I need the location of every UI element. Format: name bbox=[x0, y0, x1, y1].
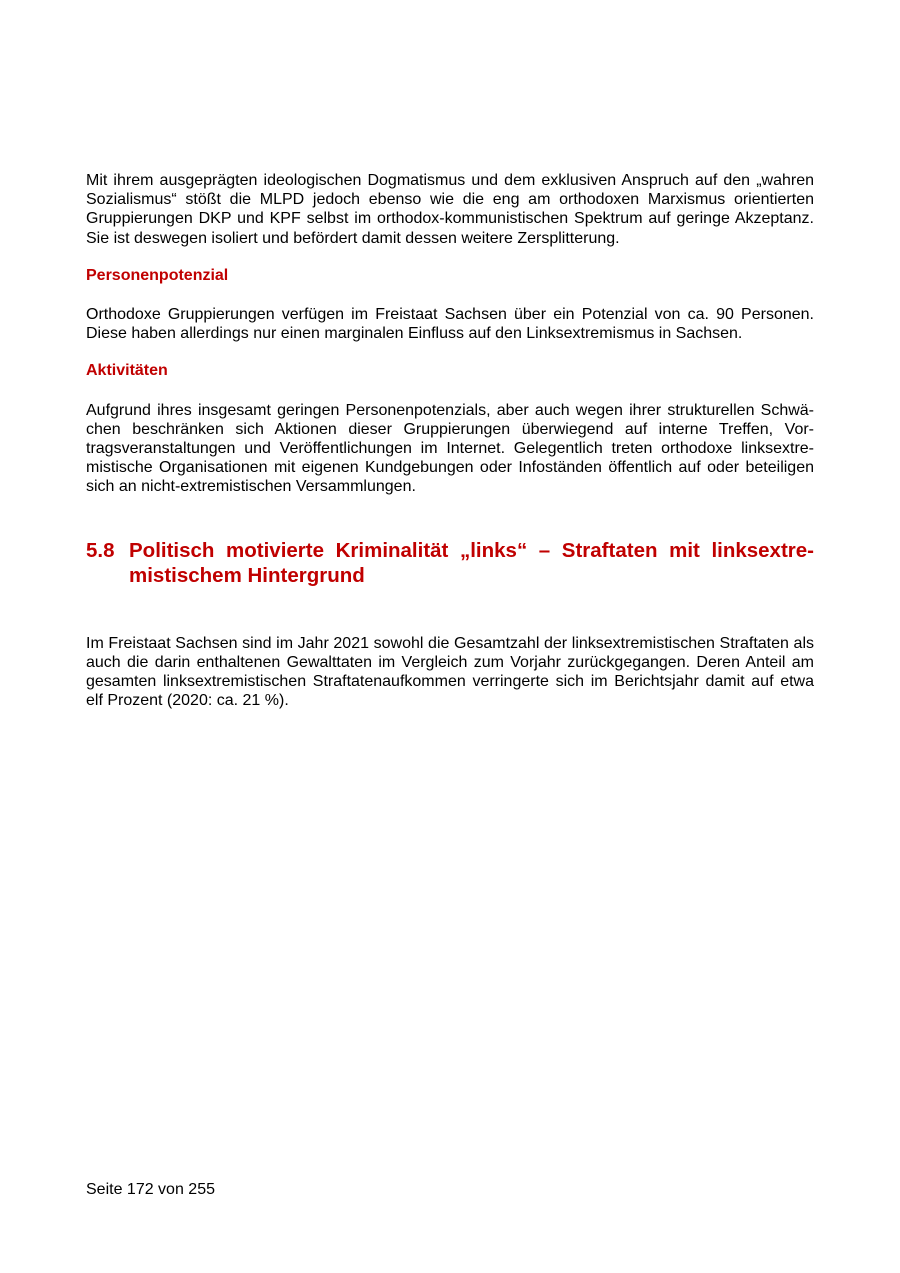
paragraph-mlpd: Mit ihrem ausgeprägten ideologischen Dogmatismus und dem exklusiven Anspruch auf den „wahren Sozialismus“ stößt die MLPD jedoch ebenso wie die eng am orthodoxen Marxismus orientierten Gruppierungen DKP und KPF selbst im orthodox-kommunistischen Spektrum auf geringe Akzeptanz. Sie ist deswegen isoliert und befördert damit dessen weitere Zersplitterung. bbox=[86, 172, 814, 247]
paragraph-straftaten: Im Freistaat Sachsen sind im Jahr 2021 sowohl die Gesamtzahl der linksextremistischen Straftaten als auch die darin enthaltenen Gewalttaten im Vergleich zum Vorjahr zurückgegangen. Deren Anteil am gesamten linksextremistischen Straftatenaufkommen verringerte sich im Berichtsjahr damit auf etwa elf Prozent (2020: ca. 21 %). bbox=[86, 634, 814, 710]
section-title: Politisch motivierte Kriminalität „links“ – Straftaten mit linksextremistischem Hintergrund bbox=[129, 538, 814, 587]
section-heading bbox=[86, 538, 814, 588]
heading-aktivitaeten: Aktivitäten bbox=[86, 362, 168, 380]
paragraph-aktivitaeten: Aufgrund ihres insgesamt geringen Personenpotenzials, aber auch wegen ihrer strukturellen Schwächen beschränken sich Aktionen dieser Gruppierungen überwiegend auf interne Treffen, Vortragsveranstaltungen und Veröffentlichungen im Internet. Gelegentlich treten orthodoxe linksextremistische Organisationen mit eigenen Kundgebungen oder Infoständen öffentlich auf oder beteiligen sich an nicht-extremistischen Versammlungen. bbox=[86, 401, 814, 496]
paragraph-personenpotenzial: Orthodoxe Gruppierungen verfügen im Freistaat Sachsen über ein Potenzial von ca. 90 Personen. Diese haben allerdings nur einen marginalen Einfluss auf den Linksextremismus in Sachsen. bbox=[86, 306, 814, 343]
section-number: 5.8 bbox=[86, 538, 115, 562]
page-content bbox=[86, 171, 814, 710]
heading-personenpotenzial: Personenpotenzial bbox=[86, 266, 229, 284]
page-number: Seite 172 von 255 bbox=[86, 1181, 215, 1198]
